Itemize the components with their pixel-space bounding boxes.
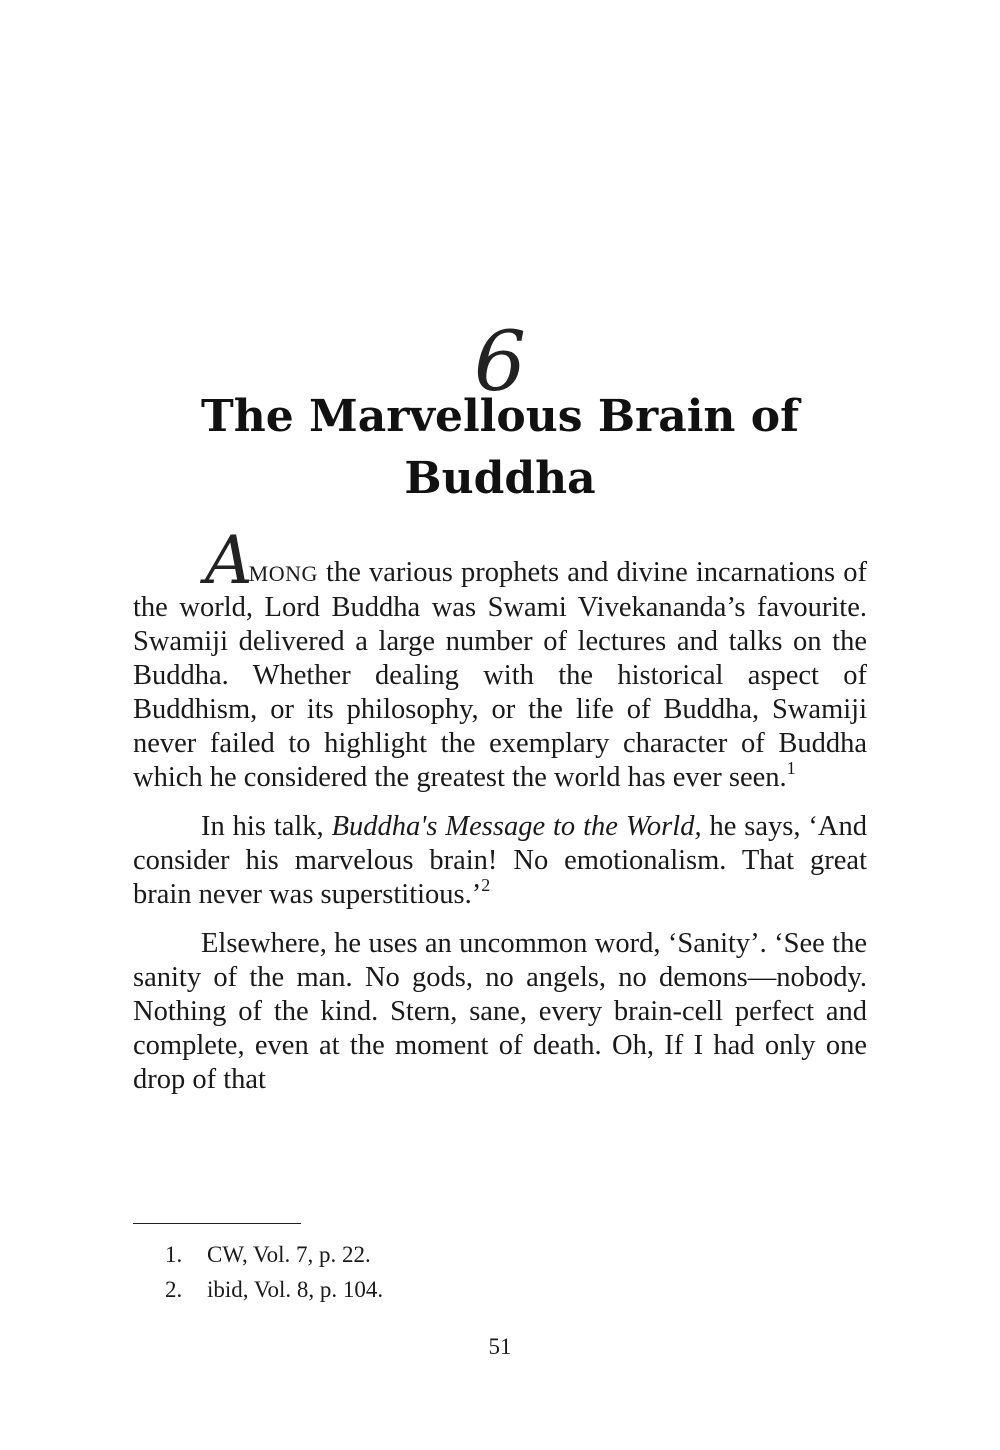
drop-cap: A bbox=[205, 522, 249, 599]
footnote-divider bbox=[133, 1223, 301, 1224]
chapter-number: 6 bbox=[473, 315, 527, 410]
footnote-item bbox=[165, 1237, 383, 1272]
paragraph-2-text: he says, ‘And consider his marvelous brain! No emotionalism. That great brain never was superstitious.’ bbox=[133, 811, 867, 910]
footnote-item bbox=[165, 1272, 383, 1307]
page-number: 51 bbox=[488, 1334, 512, 1359]
chapter-title: The Marvellous Brain of Buddha bbox=[200, 391, 800, 504]
body-text bbox=[133, 522, 867, 1097]
paragraph-2-lead: In his talk, bbox=[201, 811, 332, 842]
footnote-text: ibid, Vol. 8, p. 104. bbox=[207, 1277, 384, 1302]
footnote-text: CW, Vol. 7, p. 22. bbox=[207, 1242, 371, 1267]
footnote-ref-1[interactable]: 1 bbox=[786, 758, 796, 778]
paragraph-3-text: Elsewhere, he uses an uncommon word, ‘Sanity’. ‘See the sanity of the man. No gods, no angels, no demons—nobody. Nothing of the kind. Stern, sane, every brain-cell perfect and complete, even at the moment of death. Oh, If I had only one drop of that bbox=[133, 928, 867, 1095]
footnote-ref-2[interactable]: 2 bbox=[481, 875, 491, 895]
paragraph-1-text: the various prophets and divine incarnations of the world, Lord Buddha was Swami Vivekananda’s favourite. Swamiji delivered a large number of lectures and talks on the Buddha. Whether dealing with the historical aspect of Buddhism, or its philosophy, or the life of Buddha, Swamiji never failed to highlight the exemplary character of Buddha which he considered the greatest the world has ever seen. bbox=[133, 557, 867, 793]
footnote-number: 1. bbox=[165, 1242, 183, 1267]
footnote-number: 2. bbox=[165, 1277, 183, 1302]
paragraph-3 bbox=[133, 927, 867, 1097]
paragraph-2 bbox=[133, 810, 867, 912]
paragraph-1 bbox=[133, 522, 867, 795]
small-caps-opening: MONG bbox=[248, 561, 318, 586]
talk-title: Buddha's Message to the World, bbox=[331, 811, 702, 842]
footnotes bbox=[165, 1237, 383, 1307]
